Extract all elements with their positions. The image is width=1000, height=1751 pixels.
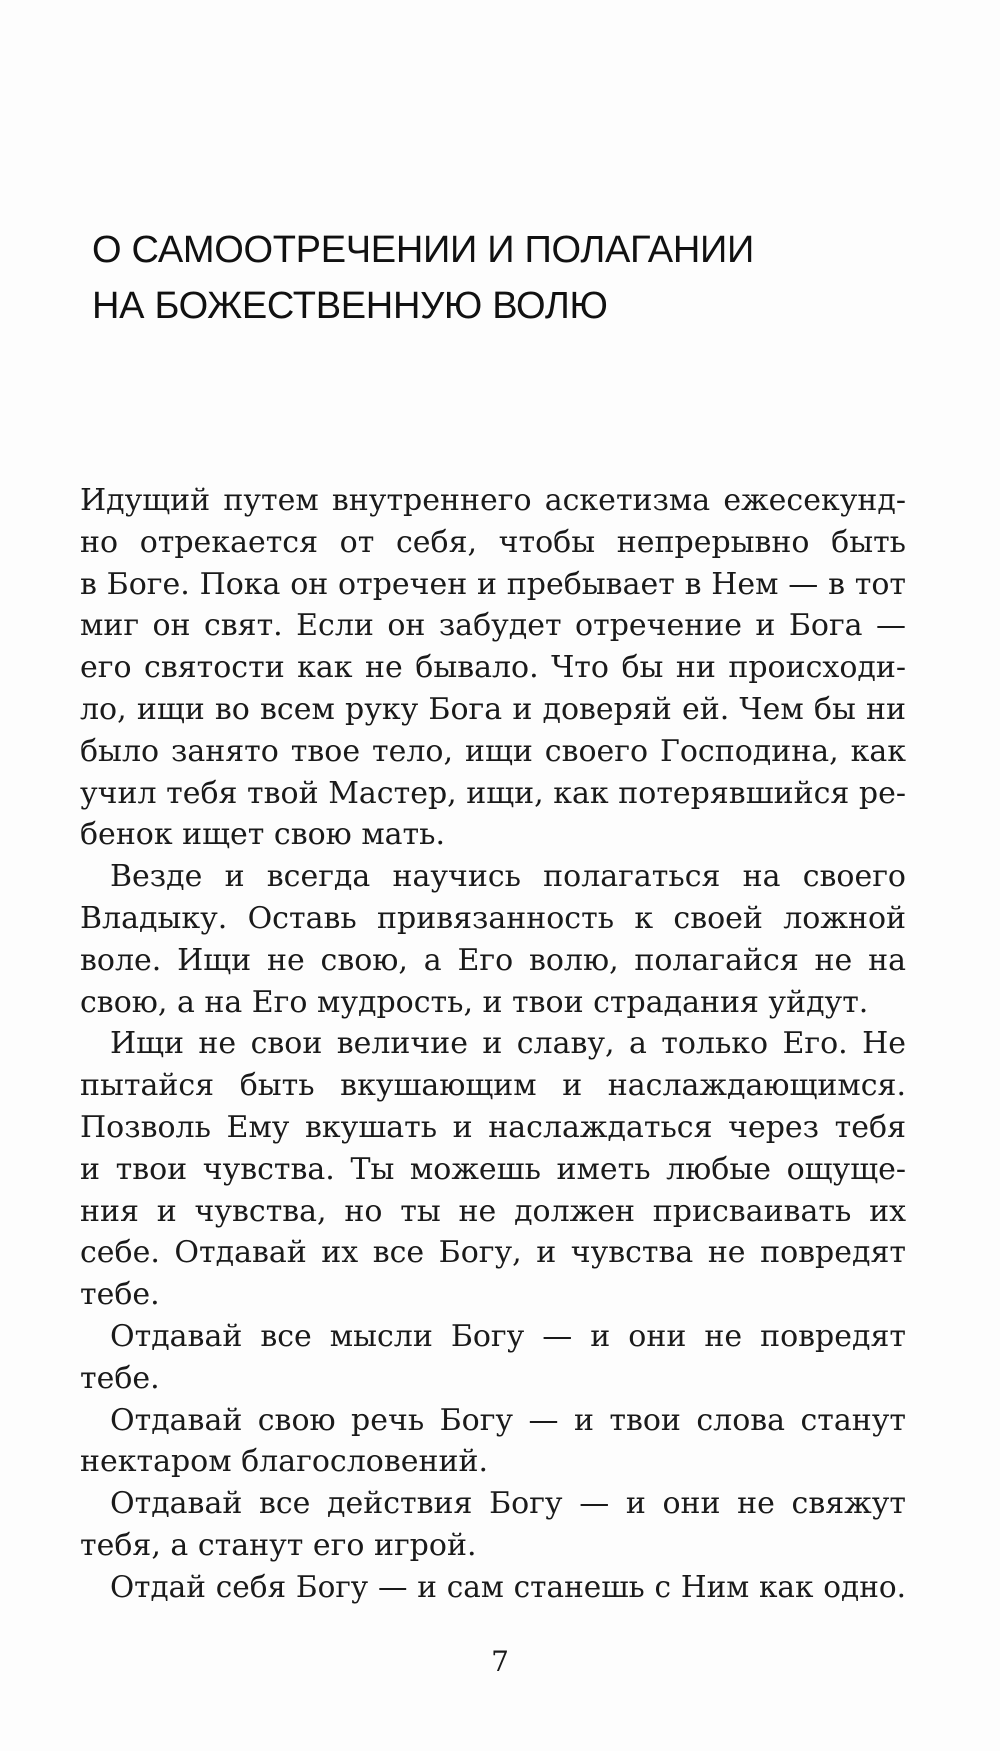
paragraph-4 bbox=[80, 1316, 906, 1400]
text-line: воле. Ищи не свою, а Его волю, полагайся не на bbox=[80, 942, 906, 978]
chapter-title-line-1: О САМООТРЕЧЕНИИ И ПОЛАГАНИИ bbox=[92, 229, 754, 271]
text-line: учил тебя твой Мастер, ищи, как потерявшийся ре- bbox=[80, 775, 906, 811]
paragraph-6 bbox=[80, 1483, 906, 1567]
page-number: 7 bbox=[491, 1645, 509, 1678]
paragraph-7 bbox=[80, 1567, 906, 1609]
text-line: тебе. bbox=[80, 1360, 160, 1396]
paragraph-5 bbox=[80, 1400, 906, 1484]
text-line: его святости как не бывало. Что бы ни происходи- bbox=[80, 650, 906, 686]
text-line: нектаром благословений. bbox=[80, 1444, 488, 1480]
text-line: ния и чувства, но ты не должен присваивать их bbox=[80, 1193, 906, 1229]
body-text bbox=[80, 480, 906, 1609]
text-line: Везде и всегда научись полагаться на своего bbox=[110, 859, 906, 895]
text-line: Отдавай все действия Богу — и они не свяжут bbox=[110, 1486, 906, 1522]
text-line: бенок ищет свою мать. bbox=[80, 817, 446, 853]
text-line: Отдавай все мысли Богу — и они не повредят bbox=[110, 1318, 906, 1354]
text-line: тебе. bbox=[80, 1277, 160, 1313]
text-line: Позволь Ему вкушать и наслаждаться через тебя bbox=[80, 1109, 906, 1145]
paragraph-3 bbox=[80, 1023, 906, 1316]
text-line: свою, а на Его мудрость, и твои страдания уйдут. bbox=[80, 984, 869, 1020]
chapter-title-line-2: НА БОЖЕСТВЕННУЮ ВОЛЮ bbox=[92, 285, 608, 327]
text-line: миг он свят. Если он забудет отречение и Бога — bbox=[80, 608, 906, 644]
text-line: Владыку. Оставь привязанность к своей ложной bbox=[80, 900, 906, 936]
text-line: Идущий путем внутреннего аскетизма ежесекунд- bbox=[80, 483, 906, 518]
text-line: Отдавай свою речь Богу — и твои слова станут bbox=[110, 1402, 906, 1438]
text-line: и твои чувства. Ты можешь иметь любые ощуще- bbox=[80, 1151, 906, 1187]
paragraph-1 bbox=[80, 480, 906, 856]
text-line: но отрекается от себя, чтобы непрерывно быть bbox=[80, 524, 906, 560]
text-line: в Боге. Пока он отречен и пребывает в Нем — в тот bbox=[80, 566, 906, 602]
text-line: ло, ищи во всем руку Бога и доверяй ей. Чем бы ни bbox=[80, 691, 906, 727]
text-line: тебя, а станут его игрой. bbox=[80, 1527, 477, 1563]
text-line: пытайся быть вкушающим и наслаждающимся. bbox=[80, 1068, 906, 1104]
text-line: было занято твое тело, ищи своего Господина, как bbox=[80, 733, 906, 769]
paragraph-2 bbox=[80, 856, 906, 1023]
text-line: себе. Отдавай их все Богу, и чувства не повредят bbox=[80, 1235, 906, 1271]
text-line: Отдай себя Богу — и сам станешь с Ним как одно. bbox=[110, 1569, 906, 1604]
text-line: Ищи не свои величие и славу, а только Его. Не bbox=[110, 1026, 906, 1062]
chapter-title bbox=[92, 222, 912, 334]
